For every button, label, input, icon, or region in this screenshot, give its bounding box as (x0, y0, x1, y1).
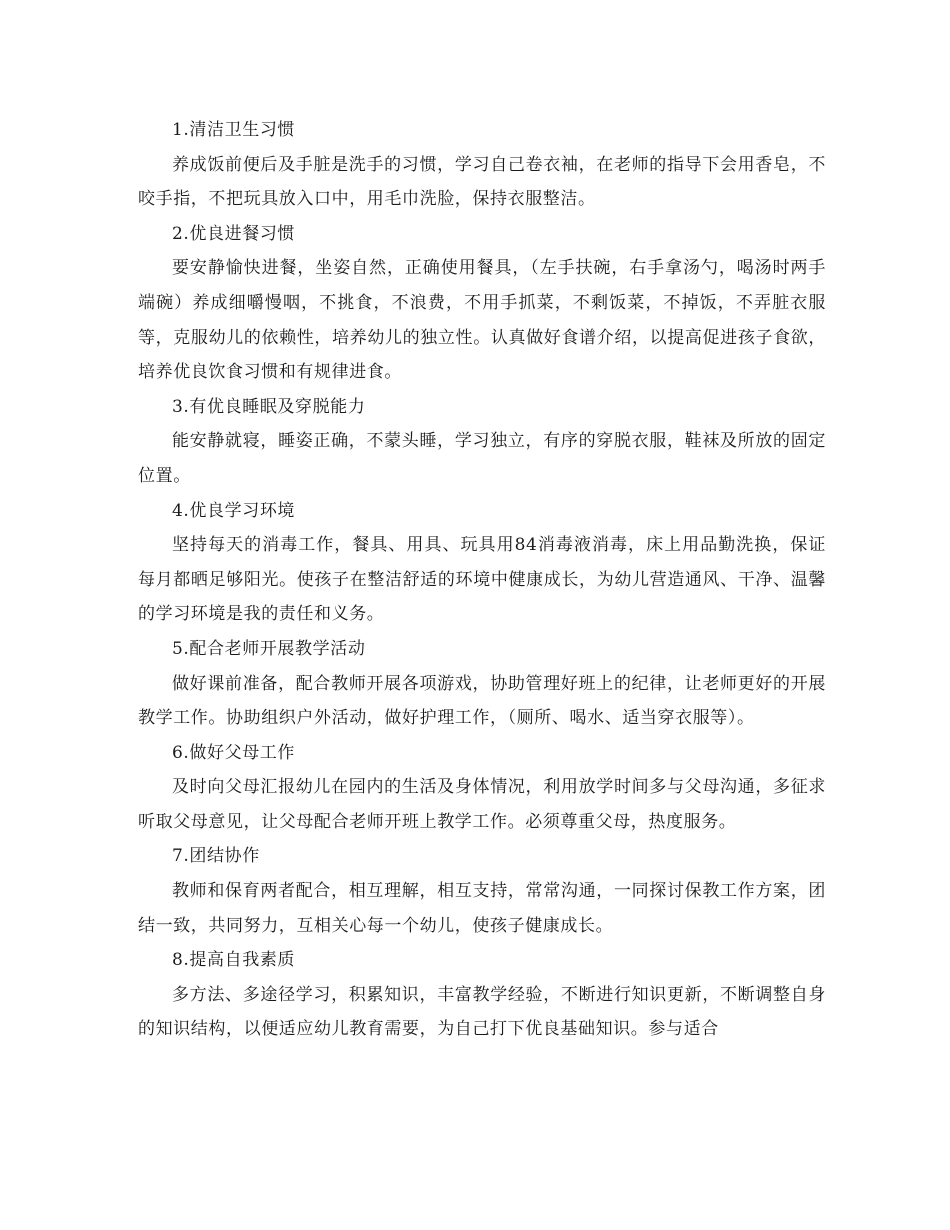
section-body-5: 做好课前准备，配合教师开展各项游戏，协助管理好班上的纪律，让老师更好的开展教学工作。协助组织户外活动，做好护理工作，（厕所、喝水、适当穿衣服等）。 (138, 673, 826, 729)
section-heading-1: 1.清洁卫生习惯 (172, 120, 296, 140)
section-heading-2: 2.优良进餐习惯 (172, 223, 296, 244)
section-body-3: 能安静就寝，睡姿正确，不蒙头睡，学习独立，有序的穿脱衣服，鞋袜及所放的固定位置。 (138, 431, 826, 486)
section-body-6: 及时向父母汇报幼儿在园内的生活及身体情况，利用放学时间多与父母沟通，多征求听取父母意见，让父母配合老师开班上教学工作。必须尊重父母，热度服务。 (138, 777, 826, 832)
section-body-8: 多方法、多途径学习，积累知识，丰富教学经验，不断进行知识更新，不断调整自身的知识结构，以便适应幼儿教育需要，为自己打下优良基础知识。参与适合 (138, 984, 826, 1040)
section-heading-5: 5.配合老师开展教学活动 (172, 638, 366, 659)
section-body-2: 要安静愉快进餐，坐姿自然，正确使用餐具，（左手扶碗，右手拿汤勺，喝汤时两手端碗）养成细嚼慢咽，不挑食，不浪费，不用手抓菜，不剩饭菜，不掉饭，不弄脏衣服等，克服幼儿的依赖性，培养幼儿的独立性。认真做好食谱介绍，以提高促进孩子食欲，培养优良饮食习惯和有规律进食。 (138, 258, 826, 383)
section-body-1: 养成饭前便后及手脏是洗手的习惯，学习自己卷衣袖，在老师的指导下会用香皂，不咬手指，不把玩具放入口中，用毛巾洗脸，保持衣服整洁。 (138, 154, 826, 210)
section-heading-7: 7.团结协作 (172, 846, 260, 867)
section-heading-6: 6.做好父母工作 (172, 742, 296, 763)
section-body-7: 教师和保育两者配合，相互理解，相互支持，常常沟通，一同探讨保教工作方案，团结一致，共同努力，互相关心每一个幼儿，使孩子健康成长。 (138, 881, 826, 936)
section-heading-3: 3.有优良睡眠及穿脱能力 (172, 396, 366, 417)
document-body (138, 113, 826, 1047)
section-heading-8: 8.提高自我素质 (172, 950, 296, 971)
section-heading-4: 4.优良学习环境 (172, 500, 296, 521)
section-body-4: 坚持每天的消毒工作，餐具、用具、玩具用84消毒液消毒，床上用品勤洗换，保证每月都晒足够阳光。使孩子在整洁舒适的环境中健康成长，为幼儿营造通风、干净、温馨的学习环境是我的责任和义务。 (138, 535, 826, 625)
